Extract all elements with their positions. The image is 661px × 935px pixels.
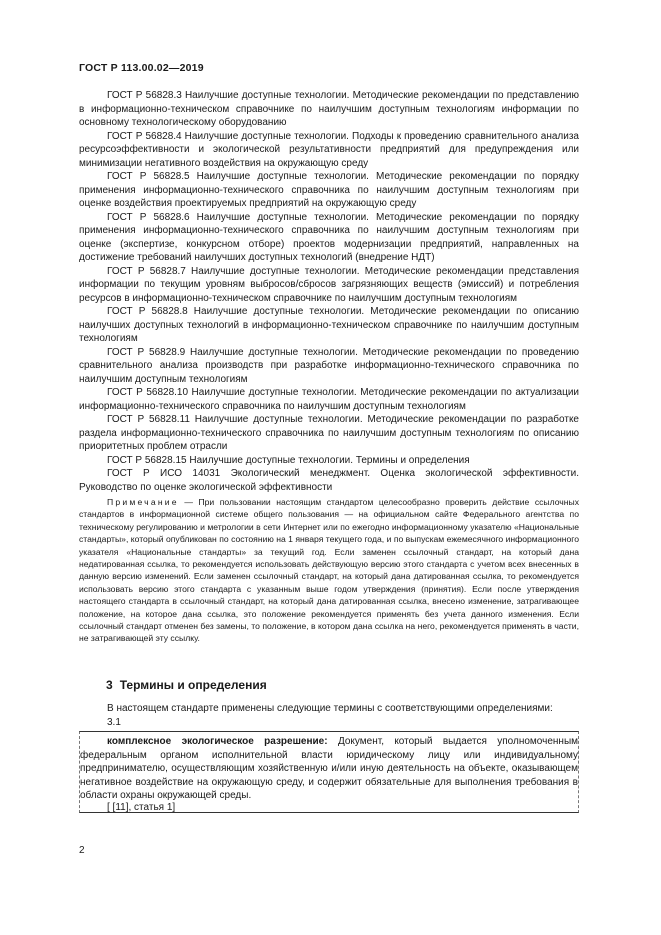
reference-item: ГОСТ Р 56828.15 Наилучшие доступные технологии. Термины и определения: [107, 454, 470, 466]
definition-box: [79, 731, 579, 813]
note-label: Примечание: [107, 497, 179, 507]
section-number: 3: [106, 678, 113, 692]
reference-item: ГОСТ Р ИСО 14031 Экологический менеджмент. Оценка экологической эффективности. Руководство по оценке экологической эффективности: [79, 468, 579, 493]
reference-item: ГОСТ Р 56828.6 Наилучшие доступные технологии. Методические рекомендации по порядку применения информационно-технического справочника по наилучшим доступным технологиям при оценке (экспертизе, конкурсном отборе) проектов модернизации предприятий, направленных на достижение требований наилучших доступных технологий (внедрение НДТ): [79, 211, 579, 263]
reference-item: ГОСТ Р 56828.8 Наилучшие доступные технологии. Методические рекомендации по описанию наилучших доступных технологий в информационно-техническом справочнике по наилучшим доступным технологиям: [79, 306, 579, 344]
page-number: 2: [79, 845, 85, 856]
note-text: — При пользовании настоящим стандартом целесообразно проверить действие ссылочных стандартов в информационной системе общего пользования — на официальном сайте Федерального агентства по техническому регулированию и метрологии в сети Интернет или по ежегодно информационному указателю «Национальные стандарты», который опубликован по состоянию на 1 января текущего года, и по выпускам ежемесячного информационного указателя «Национальные стандарты» за текущий год. Если заменен ссылочный стандарт, на который дана недатированная ссылка, то рекомендуется использовать действующую версию этого стандарта с учетом всех внесенных в данную версию изменений. Если заменен ссылочный стандарт, на который дана датированная ссылка, то рекомендуется использовать версию этого стандарта с указанным выше годом утверждения (принятия). Если после утверждения настоящего стандарта в ссылочный стандарт, на который дана датированная ссылка, внесено изменение, затрагивающее положение, на которое дана ссылка, это положение рекомендуется применять без учета данного изменения. Если ссылочный стандарт отменен без замены, то положение, в котором дана ссылка на него, рекомендуется применять в части, не затрагивающей эту ссылку.: [79, 497, 579, 644]
document-header: ГОСТ Р 113.00.02—2019: [79, 62, 204, 74]
reference-item: ГОСТ Р 56828.5 Наилучшие доступные технологии. Методические рекомендации по порядку применения информационно-технического справочника по наилучшим доступным технологиям при оценке воздействия проектируемых предприятий на окружающую среду: [79, 171, 579, 209]
note-paragraph: [79, 496, 579, 645]
reference-item: ГОСТ Р 56828.9 Наилучшие доступные технологии. Методические рекомендации по проведению сравнительного анализа производств при разработке информационно-технического справочника по наилучшим доступным технологиям: [79, 346, 579, 385]
definition-source: [ [11], статья 1]: [107, 802, 176, 813]
definition-text: [80, 735, 580, 803]
section-intro: В настоящем стандарте применены следующие термины с соответствующими определениями:: [107, 703, 553, 714]
normative-references-list: [79, 89, 579, 494]
section-heading: [106, 678, 267, 692]
reference-item: ГОСТ Р 56828.4 Наилучшие доступные технологии. Подходы к проведению сравнительного анализа ресурсоэффективности и экологической результативности предприятий для предупреждения или минимизации негативного воздействия на окружающую среду: [79, 130, 579, 169]
subsection-number: 3.1: [107, 717, 121, 728]
section-title: Термины и определения: [119, 678, 267, 692]
reference-item: ГОСТ Р 56828.7 Наилучшие доступные технологии. Методические рекомендации представления информации по текущим уровням выбросов/сбросов загрязняющих веществ (эмиссий) и потребления ресурсов в информационно-техническом справочнике по наилучшим доступным технологиям: [79, 265, 579, 304]
reference-item: ГОСТ Р 56828.10 Наилучшие доступные технологии. Методические рекомендации по актуализации информационно-технического справочника по наилучшим доступным технологиям: [79, 387, 579, 412]
reference-item: ГОСТ Р 56828.11 Наилучшие доступные технологии. Методические рекомендации по разработке раздела информационно-технического справочника по наилучшим доступным технологиям по описанию приоритетных проблем отрасли: [79, 414, 579, 452]
definition-term: комплексное экологическое разрешение:: [107, 736, 328, 747]
reference-item: ГОСТ Р 56828.3 Наилучшие доступные технологии. Методические рекомендации по представлению в информационно-техническом справочнике по наилучшим доступным технологиям информации по основному технологическому оборудованию: [79, 90, 579, 128]
definition-body: Документ, который выдается уполномоченным федеральным органом исполнительной власти юридическому лицу или индивидуальному предпринимателю, осуществляющим хозяйственную и/или иную деятельность на объекте, оказывающем негативное воздействие на окружающую среду, и содержит обязательные для выполнения требования в области охраны окружающей среды.: [80, 736, 579, 801]
